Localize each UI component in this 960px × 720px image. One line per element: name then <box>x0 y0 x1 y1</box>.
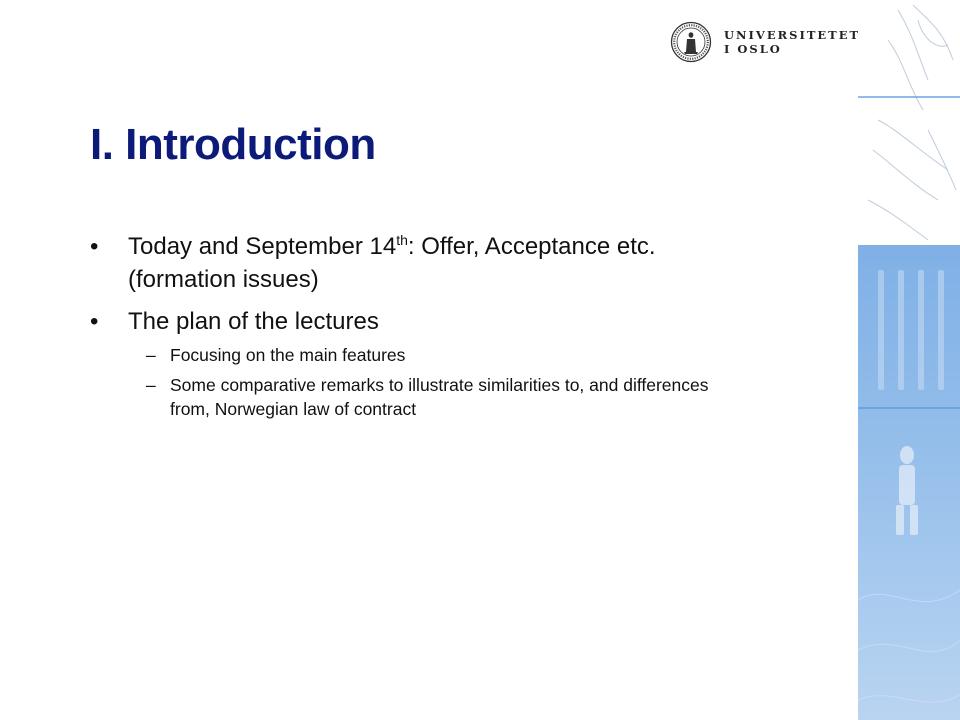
sub-bullet-text: Some comparative remarks to illustrate similarities to, and differences from, Norwegian law of contract <box>170 375 709 419</box>
sub-bullet-item <box>90 373 750 421</box>
bullet-text-continued: : Offer, Acceptance etc. (formation issues) <box>128 233 656 293</box>
bullet-text: The plan of the lectures <box>128 308 379 335</box>
sub-bullet-marker: – <box>146 375 156 395</box>
bullet-item <box>90 305 750 338</box>
slide-title: I. Introduction <box>90 120 376 169</box>
bullet-marker: • <box>90 308 99 335</box>
sub-bullet-marker: – <box>146 345 156 365</box>
university-seal-icon <box>670 21 712 63</box>
logo-line-1: UNIVERSITETET <box>724 28 861 42</box>
sub-bullet-text: Focusing on the main features <box>170 345 406 365</box>
bullet-superscript: th <box>396 232 408 248</box>
bullet-item <box>90 230 750 296</box>
logo-line-2: I OSLO <box>724 42 782 56</box>
sub-bullet-item <box>90 343 750 367</box>
decorative-side-band <box>858 0 960 720</box>
university-logo <box>670 20 860 64</box>
band-artwork <box>858 0 960 720</box>
slide-body <box>90 230 750 427</box>
bullet-text: Today and September 14 <box>128 233 397 260</box>
bullet-marker: • <box>90 233 99 260</box>
logo-wordmark <box>724 28 860 56</box>
sub-bullet-list <box>90 343 750 421</box>
